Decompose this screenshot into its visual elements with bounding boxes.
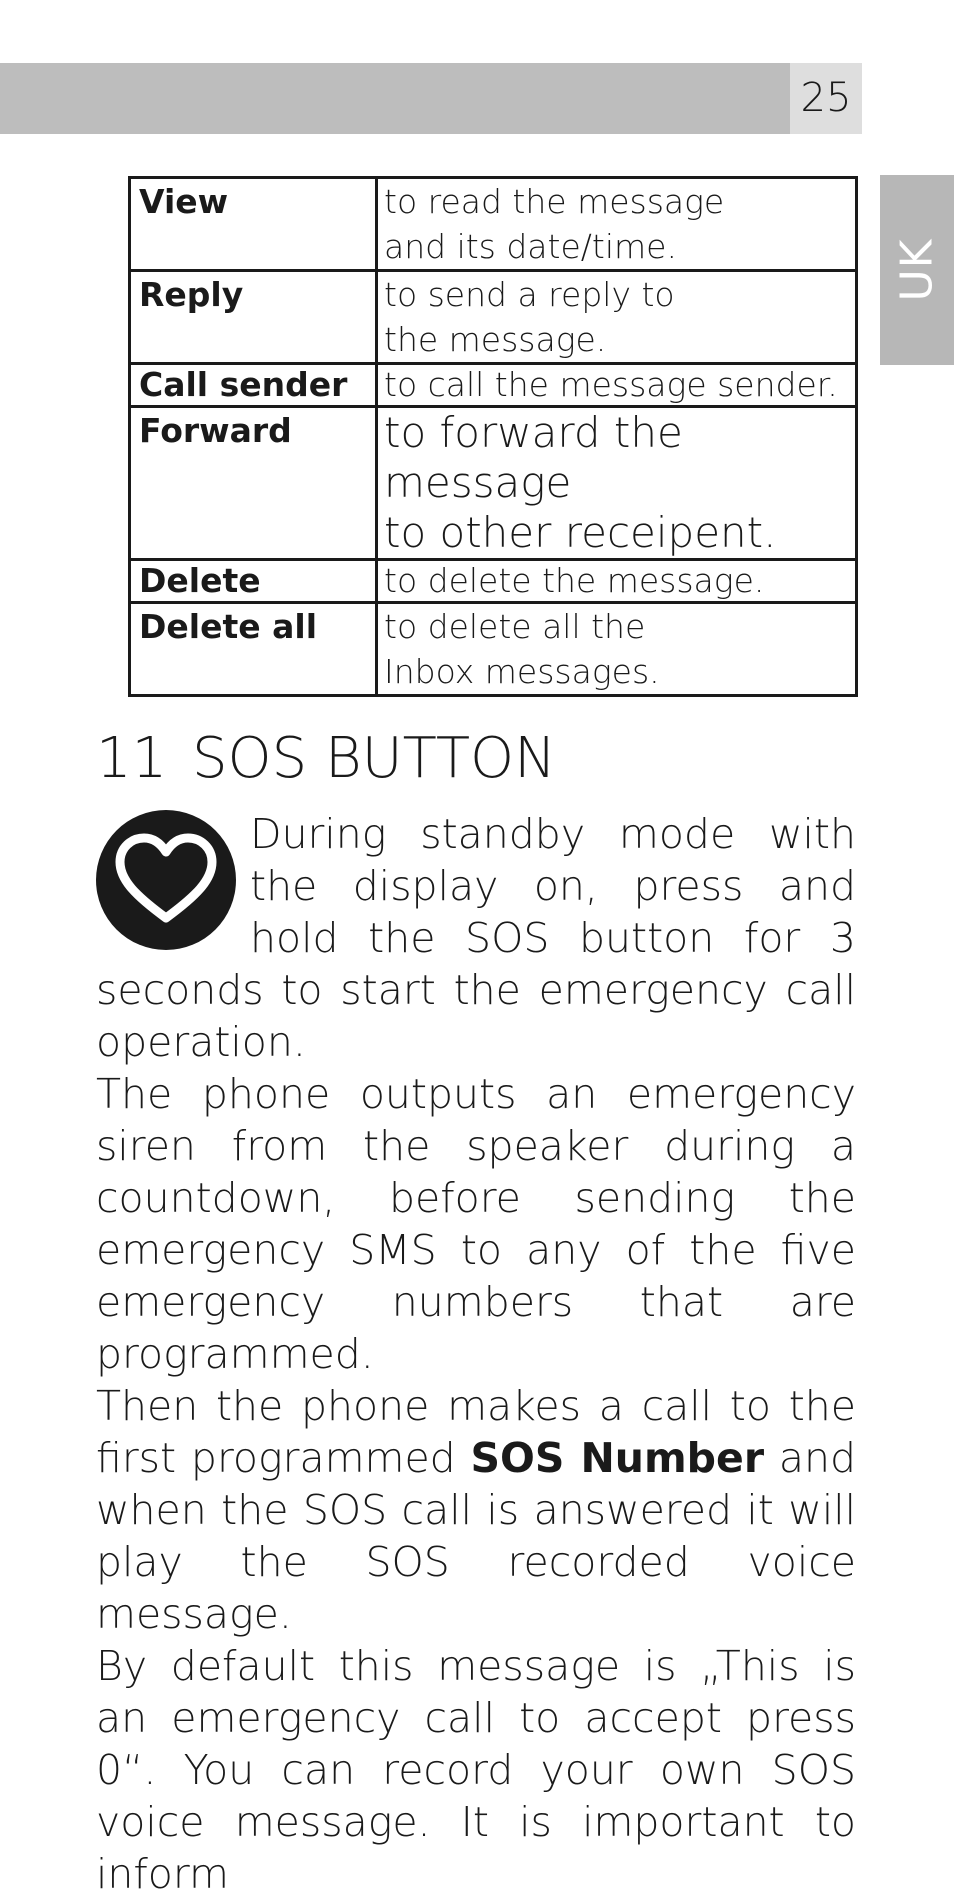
table-row: [130, 364, 857, 407]
message-options-table: [128, 176, 858, 697]
language-tab-label: UK: [891, 238, 943, 302]
section-title: SOS BUTTON: [192, 726, 557, 791]
table-row: [130, 560, 857, 603]
section-body: [96, 808, 856, 1900]
sos-number-term: SOS Number: [470, 1434, 765, 1482]
header-bar: [0, 63, 790, 134]
table-row: [130, 178, 857, 271]
page-number: 25: [790, 63, 862, 134]
option-name: View: [130, 178, 377, 271]
option-name: Delete all: [130, 603, 377, 696]
option-name: Delete: [130, 560, 377, 603]
icon-spacer: [96, 808, 250, 964]
option-description: to forward the message to other receipent.: [377, 407, 857, 560]
language-tab: [880, 175, 954, 365]
paragraph-default-message: By default this message is „This is an emergency call to accept press 0“. You can record your own SOS voice message. It is important to inform: [96, 1642, 856, 1898]
option-name: Call sender: [130, 364, 377, 407]
paragraph-call: Then the phone makes a call to the first programmed SOS Number and when the SOS call is answered it will play the SOS recorded voice message.: [96, 1382, 856, 1638]
table-row: [130, 603, 857, 696]
option-description: to call the message sender.: [377, 364, 857, 407]
option-description: to delete all the Inbox messages.: [377, 603, 857, 696]
section-heading: [96, 726, 556, 791]
table-row: [130, 271, 857, 364]
option-description: to delete the message.: [377, 560, 857, 603]
section-number: 11: [96, 726, 168, 791]
paragraph-intro: During standby mode with the display on, press and hold the SOS button for 3 seconds to start the emergency call operation.: [96, 810, 856, 1066]
option-description: to read the message and its date/time.: [377, 178, 857, 271]
paragraph-siren: The phone outputs an emergency siren from the speaker during a countdown, before sending the emergency SMS to any of the five emergency numbers that are programmed.: [96, 1070, 856, 1378]
option-description: to send a reply to the message.: [377, 271, 857, 364]
option-name: Reply: [130, 271, 377, 364]
option-name: Forward: [130, 407, 377, 560]
table-row: [130, 407, 857, 560]
